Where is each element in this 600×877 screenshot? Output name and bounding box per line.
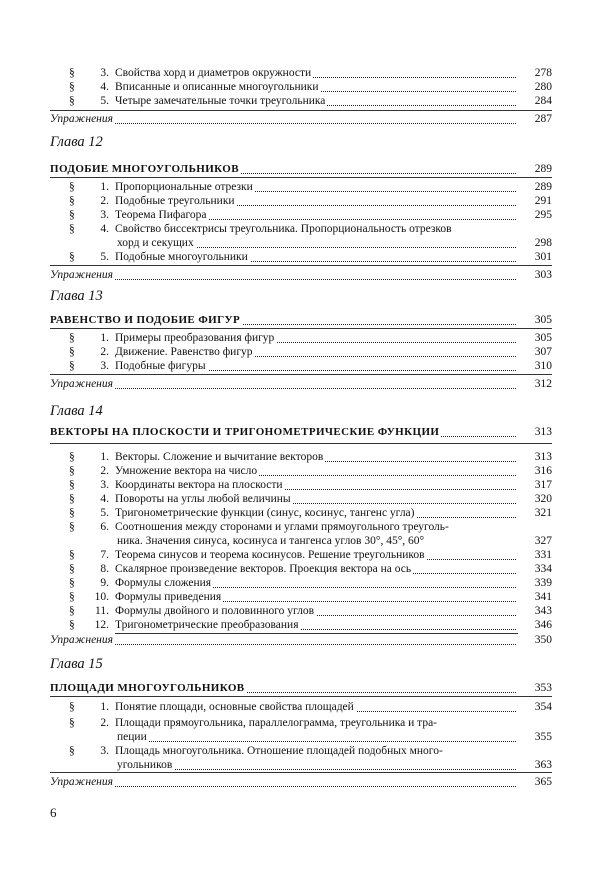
toc-entry-continuation [50,758,552,772]
toc-entry [50,450,552,464]
page-number: 6 [50,805,57,820]
entry-title-cont: пеции [117,731,147,743]
exercises-entry [50,112,552,126]
section-number: 3. [100,745,109,757]
chapter-title-entry [50,681,552,695]
entry-page: 339 [518,576,552,590]
chapter-title: ВЕКТОРЫ НА ПЛОСКОСТИ И ТРИГОНОМЕТРИЧЕСКИЕ ФУНКЦИИ [50,426,440,438]
section-number: 3. [100,67,109,79]
toc-entry [50,331,552,345]
section-sign: § [69,605,75,617]
entry-title: Пропорциональные отрезки [115,181,253,193]
toc-entry [50,222,552,236]
entry-title: Формулы двойного и половинного углов [115,605,315,617]
entry-page: 355 [518,730,552,744]
entry-title: Тригонометрические преобразования [115,619,299,631]
chapter-title: ПОДОБИЕ МНОГОУГОЛЬНИКОВ [50,163,239,175]
section-number: 1. [100,451,109,463]
entry-title: Площади прямоугольника, параллелограмма, треугольника и тра- [115,717,438,729]
entry-page: 310 [518,359,552,373]
entry-page: 289 [518,180,552,194]
entry-page: 301 [518,250,552,264]
toc-entry [50,80,552,94]
section-number: 1. [100,332,109,344]
entry-page: 353 [518,681,552,695]
chapter-heading: Глава 13 [50,288,103,304]
entry-title: Движение. Равенство фигур [115,346,253,358]
divider [50,328,552,329]
section-sign: § [69,701,75,713]
section-sign: § [69,67,75,79]
entry-page: 289 [518,162,552,176]
entry-page: 327 [518,534,552,548]
entry-title: Понятие площади, основные свойства площадей [115,701,354,713]
chapter-title-entry [50,162,552,176]
entry-title: Вписанные и описанные многоугольники [115,81,319,93]
exercises-entry [50,268,552,282]
entry-title: Теорема синусов и теорема косинусов. Решение треугольников [115,549,425,561]
entry-title-cont: ника. Значения синуса, косинуса и тангенса углов 30°, 45°, 60° [117,535,425,547]
chapter-heading: Глава 14 [50,403,103,419]
section-number: 2. [100,717,109,729]
toc-entry [50,359,552,373]
section-number: 2. [100,195,109,207]
chapter-title-entry [50,313,552,327]
exercises-entry [50,633,552,647]
section-sign: § [69,465,75,477]
entry-title: Подобные треугольники [115,195,235,207]
section-sign: § [69,209,75,221]
entry-page: 313 [518,450,552,464]
toc-entry [50,618,552,632]
entry-title: Подобные многоугольники [115,251,248,263]
entry-page: 320 [518,492,552,506]
entry-page: 363 [518,758,552,772]
entry-page: 284 [518,94,552,108]
toc-entry [50,478,552,492]
section-number: 10. [94,591,109,603]
entry-title: Координаты вектора на плоскости [115,479,283,491]
entry-title: Примеры преобразования фигур [115,332,275,344]
chapter-title: РАВЕНСТВО И ПОДОБИЕ ФИГУР [50,314,241,326]
toc-entry-continuation [50,534,552,548]
entry-title: Векторы. Сложение и вычитание векторов [115,451,324,463]
toc-entry [50,716,552,730]
entry-page: 295 [518,208,552,222]
section-sign: § [69,346,75,358]
exercises-label: Упражнения [50,634,113,646]
toc-entry [50,744,552,758]
section-sign: § [69,81,75,93]
section-sign: § [69,332,75,344]
toc-entry [50,194,552,208]
section-sign: § [69,95,75,107]
toc-entry [50,520,552,534]
chapter-title: ПЛОЩАДИ МНОГОУГОЛЬНИКОВ [50,682,245,694]
section-sign: § [69,181,75,193]
exercises-entry [50,775,552,789]
section-number: 4. [100,223,109,235]
entry-page: 343 [518,604,552,618]
toc-entry [50,548,552,562]
divider [50,772,552,773]
section-sign: § [69,195,75,207]
entry-page: 278 [518,66,552,80]
entry-page: 365 [518,775,552,789]
entry-title: Повороты на углы любой величины [115,493,291,505]
exercises-label: Упражнения [50,269,113,281]
entry-page: 321 [518,506,552,520]
chapter-title-entry [50,425,552,439]
section-sign: § [69,223,75,235]
entry-page: 331 [518,548,552,562]
toc-entry [50,464,552,478]
section-number: 12. [94,619,109,631]
section-number: 7. [100,549,109,561]
section-number: 9. [100,577,109,589]
divider [50,265,552,266]
chapter-heading: Глава 12 [50,134,103,150]
entry-page: 305 [518,331,552,345]
section-number: 2. [100,346,109,358]
chapter-heading: Глава 15 [50,656,103,672]
entry-page: 307 [518,345,552,359]
divider [50,443,552,444]
divider [50,110,552,111]
entry-title: Соотношения между сторонами и углами прямоугольного треуголь- [115,521,449,533]
toc-entry [50,250,552,264]
section-sign: § [69,563,75,575]
entry-page: 341 [518,590,552,604]
section-number: 3. [100,479,109,491]
toc-entry [50,208,552,222]
entry-title: Тригонометрические функции (синус, косинус, тангенс угла) [115,507,415,519]
section-number: 3. [100,209,109,221]
exercises-label: Упражнения [50,378,113,390]
section-sign: § [69,251,75,263]
entry-page: 346 [518,618,552,632]
entry-page: 287 [518,112,552,126]
divider [50,696,552,697]
toc-entry [50,492,552,506]
entry-title: Умножение вектора на число [115,465,258,477]
section-number: 2. [100,465,109,477]
entry-page: 317 [518,478,552,492]
entry-title-cont: хорд и секущих [117,237,194,249]
entry-page: 305 [518,313,552,327]
section-number: 8. [100,563,109,575]
entry-page: 334 [518,562,552,576]
entry-page: 350 [518,633,552,647]
toc-entry [50,562,552,576]
entry-title: Свойства хорд и диаметров окружности [115,67,312,79]
section-sign: § [69,717,75,729]
section-sign: § [69,577,75,589]
toc-entry [50,506,552,520]
section-number: 3. [100,360,109,372]
entry-title: Подобные фигуры [115,360,206,372]
entry-title: Формулы приведения [115,591,222,603]
entry-title: Скалярное произведение векторов. Проекция вектора на ось [115,563,412,575]
entry-title: Теорема Пифагора [115,209,207,221]
section-sign: § [69,521,75,533]
section-sign: § [69,745,75,757]
divider [50,374,552,375]
section-number: 4. [100,81,109,93]
toc-entry [50,66,552,80]
entry-page: 280 [518,80,552,94]
entry-page: 312 [518,377,552,391]
section-number: 1. [100,701,109,713]
section-sign: § [69,360,75,372]
section-sign: § [69,591,75,603]
section-sign: § [69,549,75,561]
section-sign: § [69,619,75,631]
entry-title-cont: угольников [117,759,173,771]
section-number: 4. [100,493,109,505]
entry-page: 354 [518,700,552,714]
section-sign: § [69,479,75,491]
entry-page: 303 [518,268,552,282]
toc-entry-continuation [50,236,552,250]
toc-entry [50,576,552,590]
toc-entry [50,180,552,194]
toc-entry [50,94,552,108]
entry-title: Площадь многоугольника. Отношение площадей подобных много- [115,745,443,757]
toc-entry [50,345,552,359]
toc-entry-continuation [50,730,552,744]
toc-entry [50,590,552,604]
toc-entry [50,700,552,714]
section-sign: § [69,451,75,463]
section-number: 5. [100,251,109,263]
entry-page: 298 [518,236,552,250]
toc-entry [50,604,552,618]
section-number: 1. [100,181,109,193]
section-number: 5. [100,95,109,107]
entry-title: Четыре замечательные точки треугольника [115,95,326,107]
entry-page: 316 [518,464,552,478]
section-number: 5. [100,507,109,519]
exercises-label: Упражнения [50,113,113,125]
entry-title: Свойство биссектрисы треугольника. Пропорциональность отрезков [115,223,452,235]
entry-page: 313 [518,425,552,439]
section-number: 6. [100,521,109,533]
exercises-entry [50,377,552,391]
section-sign: § [69,507,75,519]
section-number: 11. [95,605,109,617]
section-sign: § [69,493,75,505]
divider [50,177,552,178]
entry-page: 291 [518,194,552,208]
entry-title: Формулы сложения [115,577,212,589]
exercises-label: Упражнения [50,776,113,788]
